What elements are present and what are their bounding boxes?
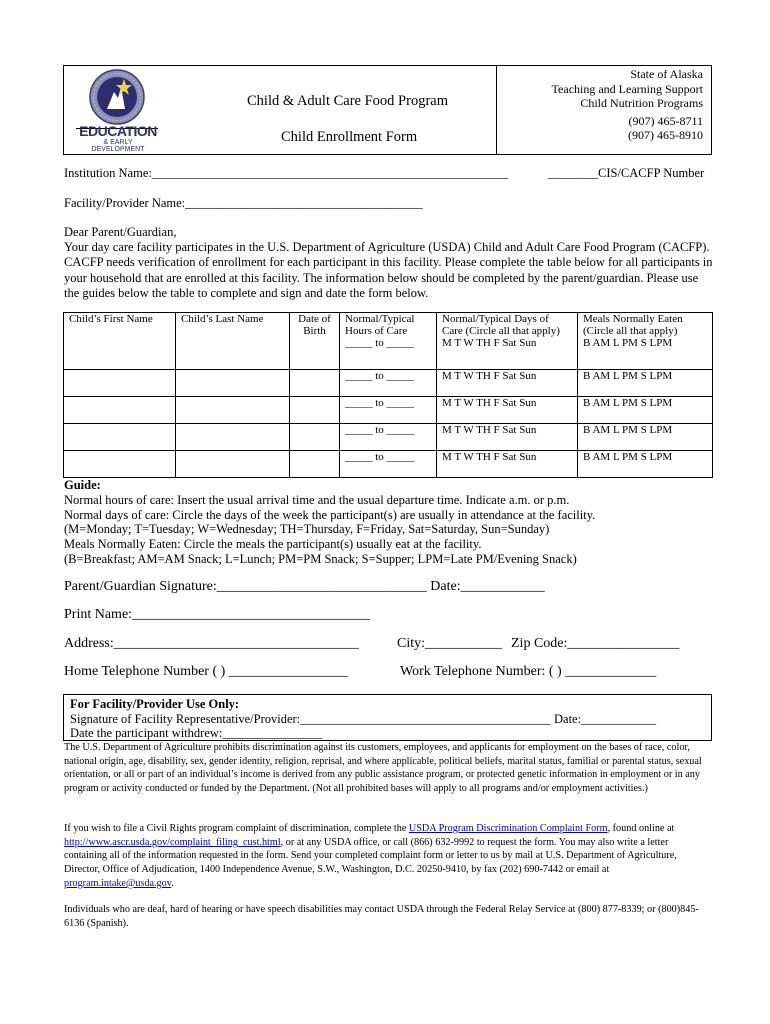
first-name-cell[interactable] <box>64 451 176 478</box>
salutation: Dear Parent/Guardian, <box>64 225 177 239</box>
hours-cell[interactable]: _____ to _____ <box>340 424 437 451</box>
facility-use-title: For Facility/Provider Use Only: <box>70 697 240 711</box>
table-row <box>64 424 713 451</box>
guide-title: Guide: <box>64 478 101 492</box>
last-name-cell[interactable] <box>176 370 290 397</box>
facility-signature-field[interactable]: Signature of Facility Representative/Provider:________________________________________ <box>70 711 551 726</box>
guide-line: Normal days of care: Circle the days of the week the participant(s) are usually in attendance at the facility. <box>64 507 596 522</box>
education-logo <box>74 67 160 157</box>
col-hours <box>340 313 437 370</box>
enrollment-table <box>63 312 713 478</box>
email-link[interactable]: program.intake@usda.gov <box>64 877 172 889</box>
fax-number: (907) 465-8910 <box>628 128 703 142</box>
print-name-field[interactable]: Print Name:__________________________________ <box>64 607 371 622</box>
guide-line: Normal hours of care: Insert the usual arrival time and the usual departure time. Indicate a.m. or p.m. <box>64 492 570 507</box>
guide-line: (B=Breakfast; AM=AM Snack; L=Lunch; PM=PM Snack; S=Supper; LPM=Late PM/Evening Snack) <box>64 551 577 566</box>
last-name-cell[interactable] <box>176 424 290 451</box>
logo-subtext: & EARLY DEVELOPMENT <box>91 139 145 153</box>
complaint-text: . <box>171 877 174 889</box>
logo-text: EDUCATION <box>79 123 157 139</box>
letter <box>64 225 714 301</box>
header-divider <box>496 66 497 154</box>
hours-blank[interactable]: _____ to _____ <box>345 337 415 349</box>
table-row <box>64 397 713 424</box>
address-field[interactable]: Address:___________________________________ <box>64 636 359 651</box>
form-title: Child Enrollment Form <box>281 129 418 145</box>
complaint-text: , found online at <box>607 823 675 834</box>
dob-cell[interactable] <box>290 397 340 424</box>
hours-cell[interactable]: _____ to _____ <box>340 451 437 478</box>
institution-name-field[interactable]: Institution Name:_________________________________________________________ <box>64 166 509 180</box>
dob-cell[interactable] <box>290 451 340 478</box>
complaint-form-link[interactable]: USDA Program Discrimination Complaint Form <box>408 823 608 834</box>
days-cell[interactable]: M T W TH F Sat Sun <box>437 424 578 451</box>
table-header-row <box>64 313 713 370</box>
col-days-label: Normal/Typical Days of Care (Circle all that apply) <box>442 313 560 337</box>
col-last-name: Child’s Last Name <box>176 313 290 370</box>
col-first-name: Child’s First Name <box>64 313 176 370</box>
meals-cell[interactable]: B AM L PM S LPM <box>578 424 713 451</box>
complaint-url-link[interactable]: http://www.ascr.usda.gov/complaint_filing_cust.html <box>64 836 281 848</box>
letter-body: Your day care facility participates in the U.S. Department of Agriculture (USDA) Child and Adult Care Food Program (CACFP). CACFP needs verification of enrollment for each participant in this facility. Please complete the table below for all participants in your household that are enrolled at this facility. The information below should be completed by the parent/guardian. Please use the guides below the table to complete and sign and date the form below. <box>64 240 713 300</box>
cis-number-field[interactable]: ________CIS/CACFP Number <box>548 166 705 180</box>
col-meals-label: Meals Normally Eaten (Circle all that apply) <box>583 313 683 337</box>
complaint-text: If you wish to file a Civil Rights program complaint of discrimination, complete the <box>64 823 409 834</box>
complaint-paragraph <box>64 822 708 891</box>
table-row <box>64 451 713 478</box>
program-title: Child & Adult Care Food Program <box>247 93 448 109</box>
first-name-cell[interactable] <box>64 370 176 397</box>
meals-cell[interactable]: B AM L PM S LPM <box>578 370 713 397</box>
department-label: Teaching and Learning Support <box>551 82 703 96</box>
withdrew-date-field[interactable]: Date the participant withdrew:________________ <box>70 726 323 740</box>
state-label: State of Alaska <box>630 67 703 81</box>
days-cell[interactable]: M T W TH F Sat Sun <box>437 397 578 424</box>
guide-section <box>64 478 714 567</box>
col-meals <box>578 313 713 370</box>
relay-service-note: Individuals who are deaf, hard of hearing or have speech disabilities may contact USDA through the Federal Relay Service at (800) 877-8339; or (800)845-6136 (Spanish). <box>64 904 699 929</box>
table-row <box>64 370 713 397</box>
city-field[interactable]: City:___________ <box>397 636 503 651</box>
meals-cell[interactable]: B AM L PM S LPM <box>578 397 713 424</box>
dob-cell[interactable] <box>290 424 340 451</box>
first-name-cell[interactable] <box>64 424 176 451</box>
col-days <box>437 313 578 370</box>
hours-cell[interactable]: _____ to _____ <box>340 397 437 424</box>
facility-date-field[interactable]: Date:____________ <box>554 711 657 726</box>
phone-number: (907) 465-8711 <box>628 114 703 128</box>
meals-cell[interactable]: B AM L PM S LPM <box>578 451 713 478</box>
hours-cell[interactable]: _____ to _____ <box>340 370 437 397</box>
division-title: Child Nutrition Programs <box>580 96 703 110</box>
guardian-signature-field[interactable]: Parent/Guardian Signature:______________________________ Date:____________ <box>64 579 545 594</box>
meals-options[interactable]: B AM L PM S LPM <box>583 337 673 349</box>
last-name-cell[interactable] <box>176 397 290 424</box>
zip-field[interactable]: Zip Code:________________ <box>511 636 680 651</box>
facility-signature-line <box>70 712 711 727</box>
work-phone-field[interactable]: Work Telephone Number: ( ) _____________ <box>400 664 657 679</box>
col-hours-label: Normal/Typical Hours of Care <box>345 313 415 337</box>
nondiscrimination-statement: The U.S. Department of Agriculture prohibits discrimination against its customers, employees, and applicants for employment on the bases of race, color, national origin, age, disability, sex, gender identity, religion, reprisal, and where applicable, political beliefs, marital status, familial or parental status, sexual orientation, or all or part of an individual’s income is derived from any public assistance program, or protected genetic information in employment or in any program or activity conducted or funded by the Department. (Not all prohibited bases will apply to all programs and/or employment activities.) <box>64 742 702 795</box>
first-name-cell[interactable] <box>64 397 176 424</box>
days-options[interactable]: M T W TH F Sat Sun <box>442 337 537 349</box>
home-phone-field[interactable]: Home Telephone Number ( ) _________________ <box>64 664 348 679</box>
facility-use-box <box>63 694 712 741</box>
dob-cell[interactable] <box>290 370 340 397</box>
guide-line: Meals Normally Eaten: Circle the meals the participant(s) usually eat at the facility. <box>64 537 482 552</box>
last-name-cell[interactable] <box>176 451 290 478</box>
guide-line: (M=Monday; T=Tuesday; W=Wednesday; TH=Thursday, F=Friday, Sat=Saturday, Sun=Sunday) <box>64 522 550 537</box>
days-cell[interactable]: M T W TH F Sat Sun <box>437 370 578 397</box>
complaint-text: , or at any USDA office, or call (866) 632-9992 to request the form. You may also write a letter containing all of the information requested in the form. Send your completed complaint form or letter to us by mail at U.S. Department of Agriculture, Director, Office of Adjudication, 1400 Independence Avenue, S.W., Washington, D.C. 20250-9410, by fax (202) 690-7442 or email at <box>64 836 677 876</box>
facility-name-field[interactable]: Facility/Provider Name:______________________________________ <box>64 196 423 210</box>
days-cell[interactable]: M T W TH F Sat Sun <box>437 451 578 478</box>
col-dob: Date of Birth <box>290 313 340 370</box>
